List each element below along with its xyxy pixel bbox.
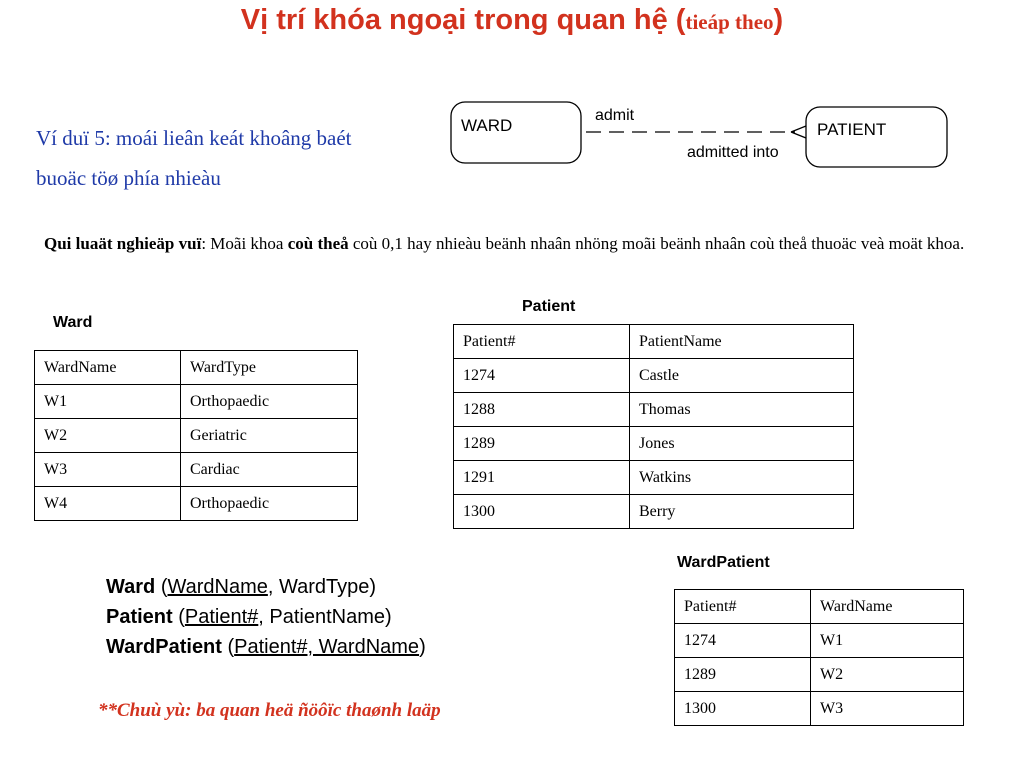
table-cell: Jones bbox=[630, 427, 854, 461]
table-header-row bbox=[675, 590, 964, 624]
table-cell: W2 bbox=[811, 658, 964, 692]
entity-patient-label: PATIENT bbox=[817, 120, 887, 139]
table-cell: W3 bbox=[811, 692, 964, 726]
table-row bbox=[454, 461, 854, 495]
table-cell: W4 bbox=[35, 487, 181, 521]
example-line-1: Ví duï 5: moái lieân keát khoâng baét bbox=[36, 126, 352, 150]
schema-ward bbox=[106, 572, 426, 602]
note-text: **Chuù yù: ba quan heä ñöôïc thaønh laäp bbox=[98, 700, 441, 721]
example-text bbox=[36, 118, 352, 198]
table-cell: Cardiac bbox=[181, 453, 358, 487]
table-row bbox=[454, 427, 854, 461]
schema-patient bbox=[106, 602, 426, 632]
schema-rest: ) bbox=[419, 636, 426, 658]
schema-wardpatient bbox=[106, 632, 426, 662]
table-cell: Geriatric bbox=[181, 419, 358, 453]
table-cell: W1 bbox=[35, 385, 181, 419]
table-cell: Thomas bbox=[630, 393, 854, 427]
schema-key: WardName bbox=[167, 576, 268, 598]
slide-title-main: Vị trí khóa ngoại trong quan hệ ( bbox=[240, 4, 686, 36]
slide-title-small: tieáp theo bbox=[685, 10, 774, 34]
table-header-cell: Patient# bbox=[454, 325, 630, 359]
table-cell: W1 bbox=[811, 624, 964, 658]
schema-open: ( bbox=[172, 606, 185, 628]
business-rule-label: Qui luaät nghieäp vuï bbox=[44, 234, 202, 253]
table-cell: 1289 bbox=[675, 658, 811, 692]
table-cell: 1291 bbox=[454, 461, 630, 495]
table-cell: 1274 bbox=[675, 624, 811, 658]
table-cell: W3 bbox=[35, 453, 181, 487]
table-cell: Orthopaedic bbox=[181, 487, 358, 521]
schema-name: Ward bbox=[106, 576, 156, 598]
schema-rest: , WardType) bbox=[267, 576, 377, 598]
table-row bbox=[454, 495, 854, 529]
table-cell: Berry bbox=[630, 495, 854, 529]
table-header-cell: WardType bbox=[181, 351, 358, 385]
table-cell: 1300 bbox=[675, 692, 811, 726]
ward-table bbox=[34, 350, 358, 521]
table-cell: W2 bbox=[35, 419, 181, 453]
table-row bbox=[35, 419, 358, 453]
table-row bbox=[35, 453, 358, 487]
patient-table bbox=[453, 324, 854, 529]
business-rule-text-2: coù 0,1 hay nhieàu beänh nhaân nhöng moãi beänh nhaân coù theå thuoäc veà moät khoa. bbox=[348, 234, 965, 253]
slide-title bbox=[0, 4, 1024, 37]
table-cell: 1274 bbox=[454, 359, 630, 393]
table-header-row bbox=[454, 325, 854, 359]
table-header-cell: WardName bbox=[35, 351, 181, 385]
table-row bbox=[454, 359, 854, 393]
schema-rest: , PatientName) bbox=[258, 606, 392, 628]
table-header-cell: PatientName bbox=[630, 325, 854, 359]
relation-schemas bbox=[106, 572, 426, 662]
table-header-cell: Patient# bbox=[675, 590, 811, 624]
crowfoot-lower bbox=[791, 132, 806, 138]
table-header-row bbox=[35, 351, 358, 385]
crowfoot-upper bbox=[791, 126, 806, 132]
table-row bbox=[675, 624, 964, 658]
slide-title-close: ) bbox=[773, 4, 784, 36]
schema-key: Patient#, WardName bbox=[234, 636, 420, 658]
wardpatient-table bbox=[674, 589, 964, 726]
table-cell: Watkins bbox=[630, 461, 854, 495]
relationship-label-top: admit bbox=[595, 107, 635, 124]
table-header-cell: WardName bbox=[811, 590, 964, 624]
schema-key: Patient# bbox=[184, 606, 259, 628]
table-cell: 1289 bbox=[454, 427, 630, 461]
patient-table-caption: Patient bbox=[522, 298, 576, 315]
table-cell: 1288 bbox=[454, 393, 630, 427]
schema-name: WardPatient bbox=[106, 636, 222, 658]
table-row bbox=[35, 487, 358, 521]
table-cell: Castle bbox=[630, 359, 854, 393]
entity-ward-label: WARD bbox=[461, 116, 513, 135]
business-rule-text-1: : Moãi khoa bbox=[201, 234, 288, 253]
wardpatient-table-caption: WardPatient bbox=[677, 554, 770, 571]
table-row bbox=[675, 658, 964, 692]
table-cell: 1300 bbox=[454, 495, 630, 529]
er-diagram bbox=[445, 95, 955, 175]
table-row bbox=[454, 393, 854, 427]
example-line-2: buoäc töø phía nhieàu bbox=[36, 166, 221, 190]
business-rule-bold: coù theå bbox=[287, 234, 349, 253]
business-rule bbox=[44, 228, 974, 260]
schema-name: Patient bbox=[106, 606, 173, 628]
table-row bbox=[35, 385, 358, 419]
ward-table-caption: Ward bbox=[53, 314, 93, 331]
table-cell: Orthopaedic bbox=[181, 385, 358, 419]
table-row bbox=[675, 692, 964, 726]
relationship-label-bottom: admitted into bbox=[687, 144, 779, 161]
schema-open: ( bbox=[221, 636, 235, 658]
schema-open: ( bbox=[155, 576, 168, 598]
